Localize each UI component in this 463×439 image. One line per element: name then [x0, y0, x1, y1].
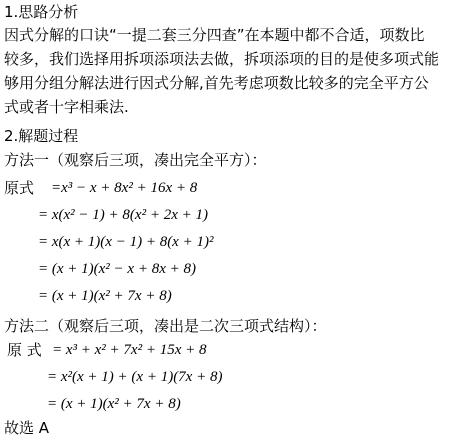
method-1-step-5: = (x + 1)(x² + 7x + 8)	[38, 288, 172, 304]
method-1-label: 原式	[4, 179, 35, 197]
method-2-step-2: = x²(x + 1) + (x + 1)(7x + 8)	[47, 369, 223, 385]
final-answer: 故选 A	[4, 419, 50, 437]
method-2-step-3: = (x + 1)(x² + 7x + 8)	[47, 396, 181, 412]
method-1-title: 方法一（观察后三项，凑出完全平方）：	[4, 151, 267, 169]
method-1-step-1: =x³ − x + 8x² + 16x + 8	[51, 180, 198, 196]
method-1-step-4: = (x + 1)(x² − x + 8x + 8)	[38, 261, 196, 277]
method-2-step-1: = x³ + x² + 7x² + 15x + 8	[52, 342, 207, 358]
analysis-line-2: 较多，我们选择用拆项添项法去做，拆项添项的目的是使多项式能	[4, 50, 440, 68]
method-1-step-2: = x(x² − 1) + 8(x² + 2x + 1)	[38, 207, 208, 223]
analysis-line-4: 式或者十字相乘法.	[4, 98, 129, 116]
section-1-heading: 1.思路分析	[4, 3, 79, 21]
method-2-title: 方法二（观察后三项，凑出是二次三项式结构）：	[4, 317, 327, 335]
section-2-heading: 2.解题过程	[4, 127, 79, 145]
analysis-line-1: 因式分解的口诀“一提二套三分四查”在本题中都不合适，项数比	[4, 26, 425, 44]
method-1-step-3: = x(x + 1)(x − 1) + 8(x + 1)²	[38, 234, 214, 250]
method-2-label: 原 式	[7, 341, 42, 359]
analysis-line-3: 够用分组分解法进行因式分解,首先考虑项数比较多的完全平方公	[4, 74, 429, 92]
